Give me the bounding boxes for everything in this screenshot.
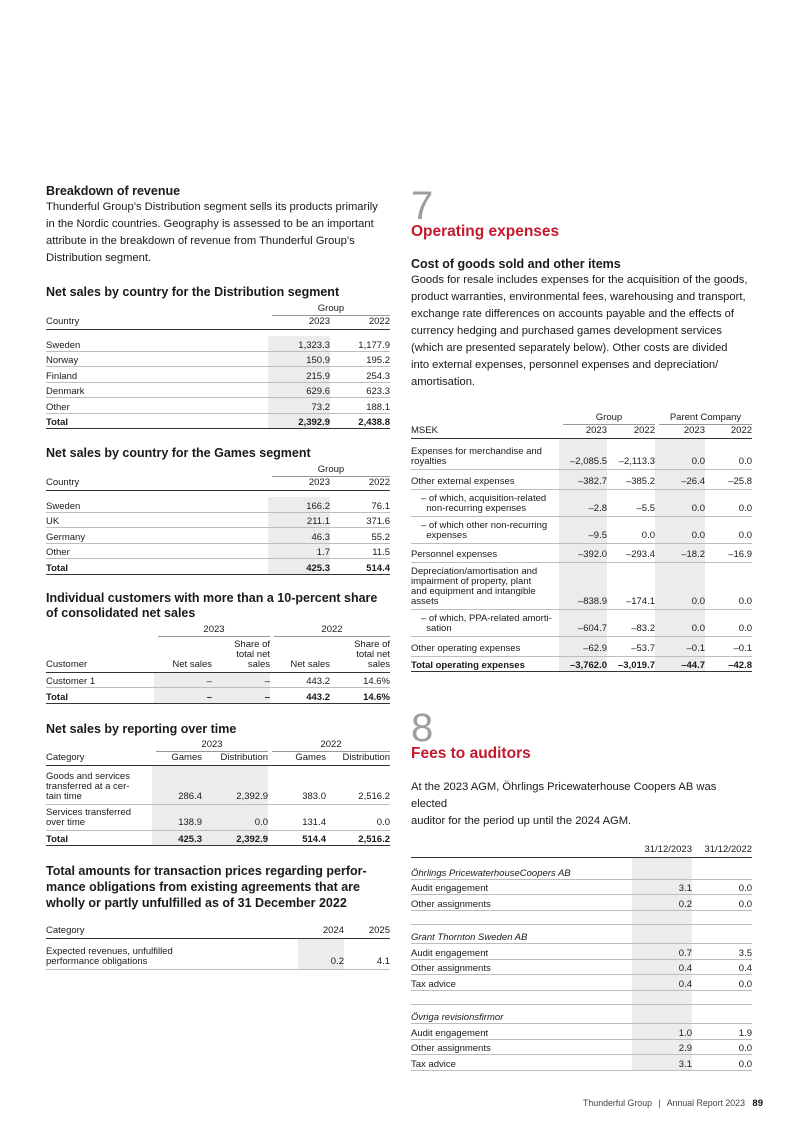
row-label: Audit engagement [411,879,632,895]
cogs-text: Goods for resale includes expenses for the acquisition of the goods, product warranties, environmental fees, warehousing and transport, exchange rate differences on accounts payable and the effects of currency hedging and purchased games development services (which are presented separately below). Other costs are divided into external expenses, personnel expenses and depreciation/ amortisation. [411,274,748,388]
total-row: Total – – 443.2 14.6% [46,688,390,704]
opex-parent-label: Parent Company [659,412,752,425]
row-value: 0.0 [705,439,752,470]
row-label: Other assignments [411,1039,632,1055]
row-value: 0.7 [632,944,692,960]
row-value: 0.0 [655,516,705,543]
row-value: –42.8 [705,656,752,672]
table-row [411,879,752,895]
row-value: 0.0 [705,489,752,516]
timing-heading: Net sales by reporting over time [46,721,237,736]
opex-col-group-2022: 2022 [607,425,655,439]
auditor-row [411,924,752,944]
row-value: –62.9 [559,637,607,657]
dist-col-country: Country [46,316,268,330]
row-value: –0.1 [655,637,705,657]
customers-col-net-sales: Net sales [270,637,330,673]
row-label: Other external expenses [411,470,559,490]
table-row: Goods and services transferred at a cer- tain time 286.4 2,392.9 383.0 2,516.2 [46,765,390,804]
row-value: –2,113.3 [607,439,655,470]
dist-heading: Net sales by country for the Distribution segment [46,285,340,299]
customers-table [46,624,390,704]
opex-col-group-2023: 2023 [559,425,607,439]
footer-separator: | [658,1098,661,1108]
unfulfilled-col-category: Category [46,925,298,939]
table-row [411,1039,752,1055]
table-row [411,489,752,516]
table-row: Services transferred over time 138.9 0.0 131.4 0.0 [46,804,390,830]
timing-col-games: Games [268,752,326,766]
row-value: 2.9 [632,1039,692,1055]
unfulfilled-col-2024: 2024 [298,925,344,939]
spacer-row [411,910,752,924]
row-value: 0.4 [632,975,692,991]
customers-col-share: Share of total net sales [330,637,390,673]
timing-col-distribution: Distribution [202,752,268,766]
games-col-country: Country [46,477,268,491]
unfulfilled-table [46,925,390,970]
table-row: UK 211.1 371.6 [46,512,390,528]
footer-company: Thunderful Group [583,1098,652,1108]
table-row: Finland 215.9 254.3 [46,367,390,383]
row-value: 0.4 [632,959,692,975]
table-row [411,637,752,657]
fees-col-2023: 31/12/2023 [632,844,692,858]
row-value: 0.0 [705,516,752,543]
row-label: Audit engagement [411,944,632,960]
row-value: 0.0 [692,1039,752,1055]
table-row: Germany 46.3 55.2 [46,528,390,544]
fees-col-2022: 31/12/2022 [692,844,752,858]
row-value: 0.0 [692,879,752,895]
total-row: Total 425.3 2,392.9 514.4 2,516.2 [46,830,390,846]
row-label: Tax advice [411,975,632,991]
customers-heading: Individual customers with more than a 10-percent share of consolidated net sales [46,590,378,620]
row-label: Tax advice [411,1055,632,1071]
breakdown-heading: Breakdown of revenue [46,184,181,198]
table-row: Sweden 166.2 76.1 [46,497,390,512]
table-row: Expected revenues, unfulfilled performance obligations 0.2 4.1 [46,939,390,970]
row-value: –838.9 [559,563,607,610]
row-value: 3.1 [632,1055,692,1071]
row-value: –5.5 [607,489,655,516]
games-group-label: Group [272,464,390,477]
table-row [411,610,752,637]
spacer-row [411,990,752,1004]
opex-table [411,412,752,672]
row-value: 3.1 [632,879,692,895]
row-label: – of which other non-recurring expenses [411,516,559,543]
table-row: Other 1.7 11.5 [46,543,390,559]
row-value: 0.0 [655,610,705,637]
customers-year-2023: 2023 [158,624,270,637]
row-label: – of which, PPA-related amorti- sation [411,610,559,637]
row-value: 0.0 [655,489,705,516]
row-value: –382.7 [559,470,607,490]
row-value: –53.7 [607,637,655,657]
right-column [411,186,752,1071]
table-row [411,1055,752,1071]
row-value: 0.0 [655,563,705,610]
row-value: 1.0 [632,1024,692,1040]
table-row [411,944,752,960]
row-label: Other assignments [411,895,632,911]
row-value: –174.1 [607,563,655,610]
row-value: 0.0 [692,895,752,911]
table-row [411,959,752,975]
row-value: 0.0 [655,439,705,470]
timing-year-2022: 2022 [272,739,390,752]
row-value: 0.0 [692,1055,752,1071]
games-table [46,464,390,575]
row-label: Other assignments [411,959,632,975]
table-row [411,543,752,563]
auditor-name: Övriga revisionsfirmor [411,1004,632,1024]
page-number: 89 [752,1098,763,1109]
row-label: Expenses for merchandise and royalties [411,439,559,470]
table-row: Other 73.2 188.1 [46,398,390,414]
timing-year-2023: 2023 [156,739,268,752]
row-value: –25.8 [705,470,752,490]
games-col-2023: 2023 [268,477,330,491]
table-row: Sweden 1,323.3 1,177.9 [46,336,390,351]
row-value: 0.2 [632,895,692,911]
customers-col-customer: Customer [46,637,154,673]
row-value: 0.0 [607,516,655,543]
customers-col-share: Share of total net sales [212,637,270,673]
table-row [411,895,752,911]
opex-col-msek: MSEK [411,425,559,439]
games-col-2022: 2022 [330,477,390,491]
timing-col-category: Category [46,752,152,766]
total-row: Total 425.3 514.4 [46,559,390,575]
opex-col-parent-2022: 2022 [705,425,752,439]
timing-col-distribution: Distribution [326,752,390,766]
note-7-number: 7 [411,184,434,228]
dist-group-label: Group [272,303,390,316]
opex-col-parent-2023: 2023 [655,425,705,439]
row-label: Other operating expenses [411,637,559,657]
table-row [411,439,752,470]
auditor-name: Grant Thornton Sweden AB [411,924,632,944]
row-value: –604.7 [559,610,607,637]
row-value: –44.7 [655,656,705,672]
dist-col-2022: 2022 [330,316,390,330]
row-value: –18.2 [655,543,705,563]
row-value: –83.2 [607,610,655,637]
row-value: –0.1 [705,637,752,657]
footer-report: Annual Report 2023 [666,1098,745,1108]
table-row [411,470,752,490]
row-label: – of which, acquisition-related non-recurring expenses [411,489,559,516]
row-label: Personnel expenses [411,543,559,563]
auditor-name: Öhrlings PricewaterhouseCoopers AB [411,858,632,880]
auditor-row [411,858,752,880]
row-label: Total operating expenses [411,656,559,672]
row-value: –392.0 [559,543,607,563]
left-column [46,184,390,970]
row-value: 0.0 [705,563,752,610]
dist-col-2023: 2023 [268,316,330,330]
row-value: 0.0 [705,610,752,637]
row-value: 0.4 [692,959,752,975]
unfulfilled-col-2025: 2025 [344,925,390,939]
auditor-row [411,1004,752,1024]
note-7-title: Operating expenses [411,223,560,240]
table-row [411,1024,752,1040]
cogs-heading: Cost of goods sold and other items [411,257,621,271]
row-value: 1.9 [692,1024,752,1040]
timing-col-games: Games [152,752,202,766]
row-value: –3,019.7 [607,656,655,672]
table-row [411,975,752,991]
fees-table [411,844,752,1071]
row-value: –385.2 [607,470,655,490]
table-row [411,563,752,610]
unfulfilled-heading: Total amounts for transaction prices regarding perfor- mance obligations from existing agreements that are wholly or partly unfulfilled as of 31 December 2022 [46,864,367,910]
total-row: Total 2,392.9 2,438.8 [46,413,390,429]
games-heading: Net sales by country for the Games segment [46,446,311,460]
note-8-title: Fees to auditors [411,745,531,762]
customers-col-net-sales: Net sales [154,637,212,673]
note-8-number: 8 [411,706,434,750]
page-footer [583,1098,763,1109]
dist-table [46,303,390,429]
row-value: 3.5 [692,944,752,960]
row-value: –16.9 [705,543,752,563]
row-value: –293.4 [607,543,655,563]
customers-year-2022: 2022 [274,624,390,637]
row-value: –2,085.5 [559,439,607,470]
opex-group-label: Group [563,412,655,425]
row-value: 0.0 [692,975,752,991]
row-value: –2.8 [559,489,607,516]
table-row: Customer 1 – – 443.2 14.6% [46,672,390,688]
row-value: –9.5 [559,516,607,543]
row-value: –26.4 [655,470,705,490]
total-row [411,656,752,672]
table-row: Denmark 629.6 623.3 [46,382,390,398]
table-row: Norway 150.9 195.2 [46,351,390,367]
table-row [411,516,752,543]
row-label: Audit engagement [411,1024,632,1040]
row-label: Depreciation/amortisation and impairment of property, plant and equipment and intangible assets [411,563,559,610]
breakdown-text: Thunderful Group’s Distribution segment sells its products primarily in the Nordic countries. Geography is assessed to be an important attribute in the breakdown of revenue from Thunderful Group’s Distribution segment. [46,201,378,264]
timing-table [46,739,390,847]
row-value: –3,762.0 [559,656,607,672]
auditor-text: At the 2023 AGM, Öhrlings Pricewaterhouse Coopers AB was elected auditor for the period up until the 2024 AGM. [411,781,717,827]
